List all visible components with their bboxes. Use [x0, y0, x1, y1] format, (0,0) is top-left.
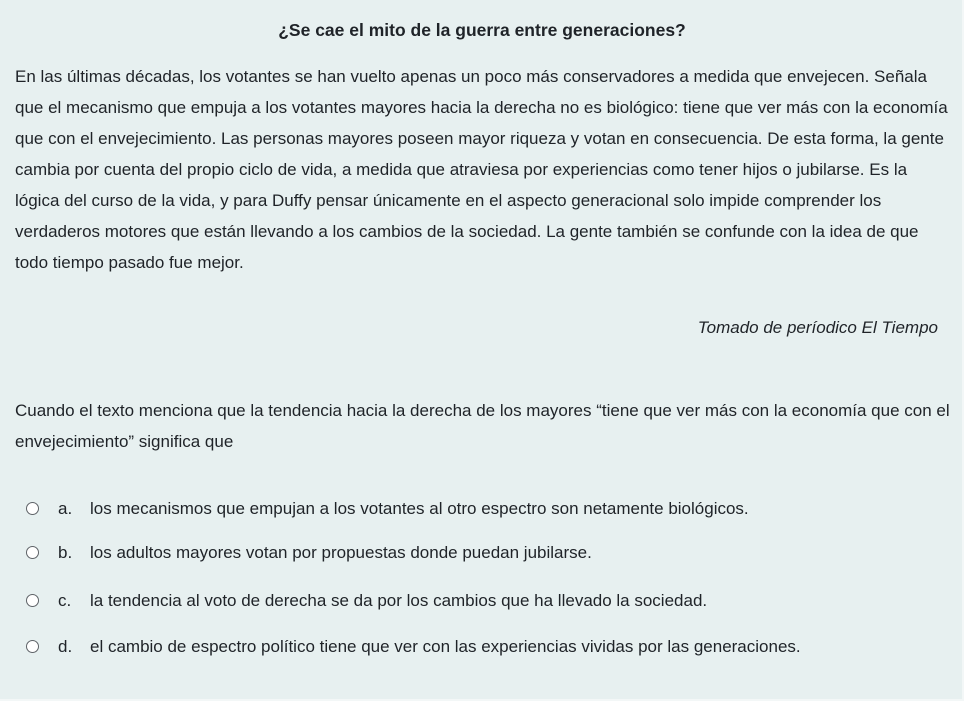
article-passage: En las últimas décadas, los votantes se han vuelto apenas un poco más conservadores a medida que envejecen. Señala que el mecanismo que empuja a los votantes mayores hacia la derecha no es biológico: tiene que ver más con la economía que con el envejecimiento. Las personas mayores poseen mayor riqueza y votan en consecuencia. De esta forma, la gente cambia por cuenta del propio ciclo de vida, a medida que atraviesa por experiencias como tener hijos o jubilarse. Es la lógica del curso de la vida, y para Duffy pensar únicamente en el aspecto generacional solo impide comprender los verdaderos motores que están llevando a los cambios de la sociedad. La gente también se confunde con la idea de que todo tiempo pasado fue mejor.: [15, 67, 948, 272]
radio-button-c[interactable]: [26, 594, 39, 607]
article-source: Tomado de períodico El Tiempo: [697, 318, 938, 337]
radio-button-a[interactable]: [26, 502, 39, 515]
option-text-b: los adultos mayores votan por propuestas donde puedan jubilarse.: [90, 543, 592, 562]
question-prompt: Cuando el texto menciona que la tendencia hacia la derecha de los mayores “tiene que ver más con la economía que con el envejecimiento” significa que: [15, 401, 950, 451]
article-title: ¿Se cae el mito de la guerra entre generaciones?: [278, 20, 686, 40]
option-letter-b: b.: [58, 543, 73, 562]
option-text-a: los mecanismos que empujan a los votantes al otro espectro son netamente biológicos.: [90, 499, 749, 518]
option-letter-d: d.: [58, 637, 73, 656]
option-letter-c: c.: [58, 591, 72, 610]
option-text-d: el cambio de espectro político tiene que ver con las experiencias vividas por las generaciones.: [90, 637, 801, 656]
radio-button-b[interactable]: [26, 546, 39, 559]
radio-button-d[interactable]: [26, 640, 39, 653]
option-text-c: la tendencia al voto de derecha se da por los cambios que ha llevado la sociedad.: [90, 591, 708, 610]
option-letter-a: a.: [58, 499, 73, 518]
